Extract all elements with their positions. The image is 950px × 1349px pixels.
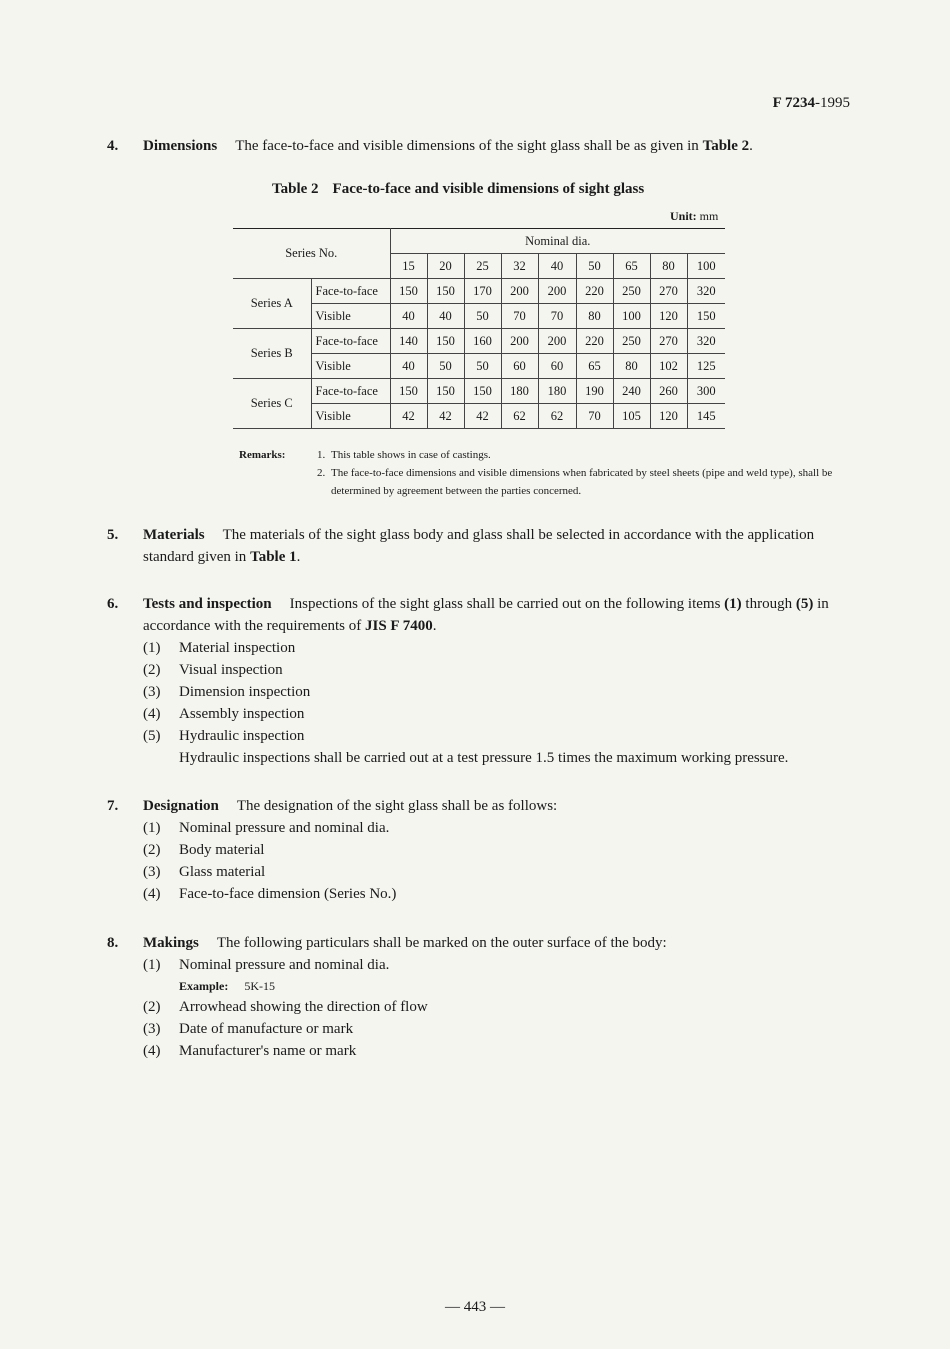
nominal-size-cell: 25	[464, 254, 501, 279]
value-cell: 100	[613, 304, 650, 329]
value-cell: 260	[650, 379, 687, 404]
value-cell: 150	[687, 304, 725, 329]
value-cell: 125	[687, 354, 725, 379]
value-cell: 50	[464, 304, 501, 329]
designation-list	[143, 817, 867, 905]
value-cell: 220	[576, 329, 613, 354]
value-cell: 60	[501, 354, 538, 379]
page-number: — 443 —	[445, 1299, 505, 1315]
list-item: (2) Arrowhead showing the direction of flow	[143, 999, 428, 1015]
list-item: (1) Material inspection	[143, 640, 296, 656]
section-markings: 8. Makings The following particulars shall be marked on the outer surface of the body: (1) Nominal pressure and nominal dia. Example: 5K-15 (2) Arrowhead showing the direction of flow (3) Date of manufacture or mark (4) Manufacturer's name or mark	[107, 932, 867, 1062]
series-cell: Series B	[233, 329, 311, 379]
value-cell: 200	[538, 329, 576, 354]
value-cell: 42	[464, 404, 501, 429]
series-cell: Series A	[233, 279, 311, 329]
value-cell: 150	[427, 329, 464, 354]
remark-item: 2. The face-to-face dimensions and visible dimensions when fabricated by steel sheets (pipe and weld type), shall be determined by agreement between the parties concerned.	[317, 467, 833, 497]
value-cell: 220	[576, 279, 613, 304]
series-cell: Series C	[233, 379, 311, 429]
section-number: 4.	[107, 138, 119, 154]
nominal-size-cell: 100	[687, 254, 725, 279]
value-cell: 320	[687, 279, 725, 304]
value-cell: 70	[576, 404, 613, 429]
list-item: (1) Nominal pressure and nominal dia.	[143, 957, 390, 973]
value-cell: 240	[613, 379, 650, 404]
value-cell: 62	[538, 404, 576, 429]
value-cell: 160	[464, 329, 501, 354]
value-cell: 150	[427, 279, 464, 304]
dimension-type-cell: Visible	[311, 354, 390, 379]
section-text: The face-to-face and visible dimensions of the sight glass shall be as given in	[235, 138, 703, 154]
nominal-size-cell: 50	[576, 254, 613, 279]
nominal-size-cell: 65	[613, 254, 650, 279]
list-item: (2) Body material	[143, 842, 265, 858]
value-cell: 60	[538, 354, 576, 379]
nominal-size-cell: 20	[427, 254, 464, 279]
inspection-list	[143, 637, 867, 769]
table-row	[233, 279, 725, 304]
list-item: (3) Date of manufacture or mark	[143, 1021, 354, 1037]
table-header-row	[233, 229, 725, 254]
value-cell: 140	[390, 329, 427, 354]
value-cell: 150	[427, 379, 464, 404]
dimension-type-cell: Visible	[311, 404, 390, 429]
value-cell: 150	[390, 279, 427, 304]
dimension-type-cell: Face-to-face	[311, 329, 390, 354]
value-cell: 42	[390, 404, 427, 429]
dimension-type-cell: Face-to-face	[311, 279, 390, 304]
value-cell: 105	[613, 404, 650, 429]
nominal-size-cell: 40	[538, 254, 576, 279]
value-cell: 170	[464, 279, 501, 304]
value-cell: 150	[464, 379, 501, 404]
nominal-size-cell: 15	[390, 254, 427, 279]
value-cell: 250	[613, 329, 650, 354]
table-remarks: Remarks: 1. This table shows in case of castings. 2. The face-to-face dimensions and visible dimensions when fabricated by steel sheets (pipe and weld type), shall be determined by agreement between the parties concerned.	[239, 446, 879, 500]
value-cell: 40	[427, 304, 464, 329]
series-header: Series No.	[233, 229, 390, 279]
table-row	[233, 329, 725, 354]
value-cell: 150	[390, 379, 427, 404]
value-cell: 200	[501, 329, 538, 354]
value-cell: 40	[390, 354, 427, 379]
value-cell: 200	[501, 279, 538, 304]
value-cell: 250	[613, 279, 650, 304]
value-cell: 200	[538, 279, 576, 304]
nominal-size-cell: 32	[501, 254, 538, 279]
list-item: (3) Dimension inspection	[143, 684, 311, 700]
hydraulic-note: Hydraulic inspections shall be carried out at a test pressure 1.5 times the maximum working pressure.	[179, 750, 789, 766]
section-title: Dimensions	[143, 138, 218, 154]
value-cell: 180	[538, 379, 576, 404]
standard-number: F 7234-1995	[772, 95, 850, 111]
value-cell: 80	[576, 304, 613, 329]
dimension-type-cell: Visible	[311, 304, 390, 329]
example-line: Example: 5K-15	[179, 979, 276, 993]
value-cell: 190	[576, 379, 613, 404]
section-designation: 7. Designation The designation of the sight glass shall be as follows: (1) Nominal pressure and nominal dia. (2) Body material (3) Glass material (4) Face-to-face dimension (Series No.)	[107, 795, 867, 905]
value-cell: 50	[464, 354, 501, 379]
list-item: (4) Manufacturer's name or mark	[143, 1043, 357, 1059]
list-item: (1) Nominal pressure and nominal dia.	[143, 820, 390, 836]
list-item: (5) Hydraulic inspection	[143, 728, 305, 744]
remark-item: 1. This table shows in case of castings.	[317, 449, 491, 461]
value-cell: 145	[687, 404, 725, 429]
nominal-size-cell: 80	[650, 254, 687, 279]
value-cell: 50	[427, 354, 464, 379]
nominal-header: Nominal dia.	[390, 229, 725, 254]
value-cell: 270	[650, 329, 687, 354]
section-tests: 6. Tests and inspection Inspections of the sight glass shall be carried out on the following items (1) through (5) in accordance with the requirements of JIS F 7400. (1) Material inspection (2) Visual inspection (3) Dimension inspection (4) Assembly inspection (5) Hydraulic inspection Hydraulic inspections shall be carried out at a test pressure 1.5 times the maximum working pressure.	[107, 593, 867, 769]
value-cell: 70	[501, 304, 538, 329]
table-row	[233, 379, 725, 404]
value-cell: 62	[501, 404, 538, 429]
value-cell: 270	[650, 279, 687, 304]
table-reference: Table 2	[702, 138, 750, 154]
value-cell: 65	[576, 354, 613, 379]
dimensions-table	[233, 228, 725, 429]
unit-label: Unit: mm	[670, 209, 719, 223]
dimension-type-cell: Face-to-face	[311, 379, 390, 404]
section-dimensions: 4. Dimensions The face-to-face and visible dimensions of the sight glass shall be as given in Table 2.	[107, 135, 867, 157]
value-cell: 120	[650, 404, 687, 429]
value-cell: 120	[650, 304, 687, 329]
value-cell: 300	[687, 379, 725, 404]
value-cell: 70	[538, 304, 576, 329]
value-cell: 80	[613, 354, 650, 379]
list-item: (2) Visual inspection	[143, 662, 283, 678]
list-item: (3) Glass material	[143, 864, 266, 880]
value-cell: 180	[501, 379, 538, 404]
table-caption: Table 2 Face-to-face and visible dimensions of sight glass	[272, 181, 645, 197]
list-item: (4) Assembly inspection	[143, 706, 305, 722]
section-materials: 5. Materials The materials of the sight glass body and glass shall be selected in accordance with the application standard given in Table 1.	[107, 527, 815, 565]
value-cell: 102	[650, 354, 687, 379]
list-item: (4) Face-to-face dimension (Series No.)	[143, 886, 397, 902]
value-cell: 40	[390, 304, 427, 329]
value-cell: 42	[427, 404, 464, 429]
value-cell: 320	[687, 329, 725, 354]
markings-list	[143, 954, 867, 1062]
